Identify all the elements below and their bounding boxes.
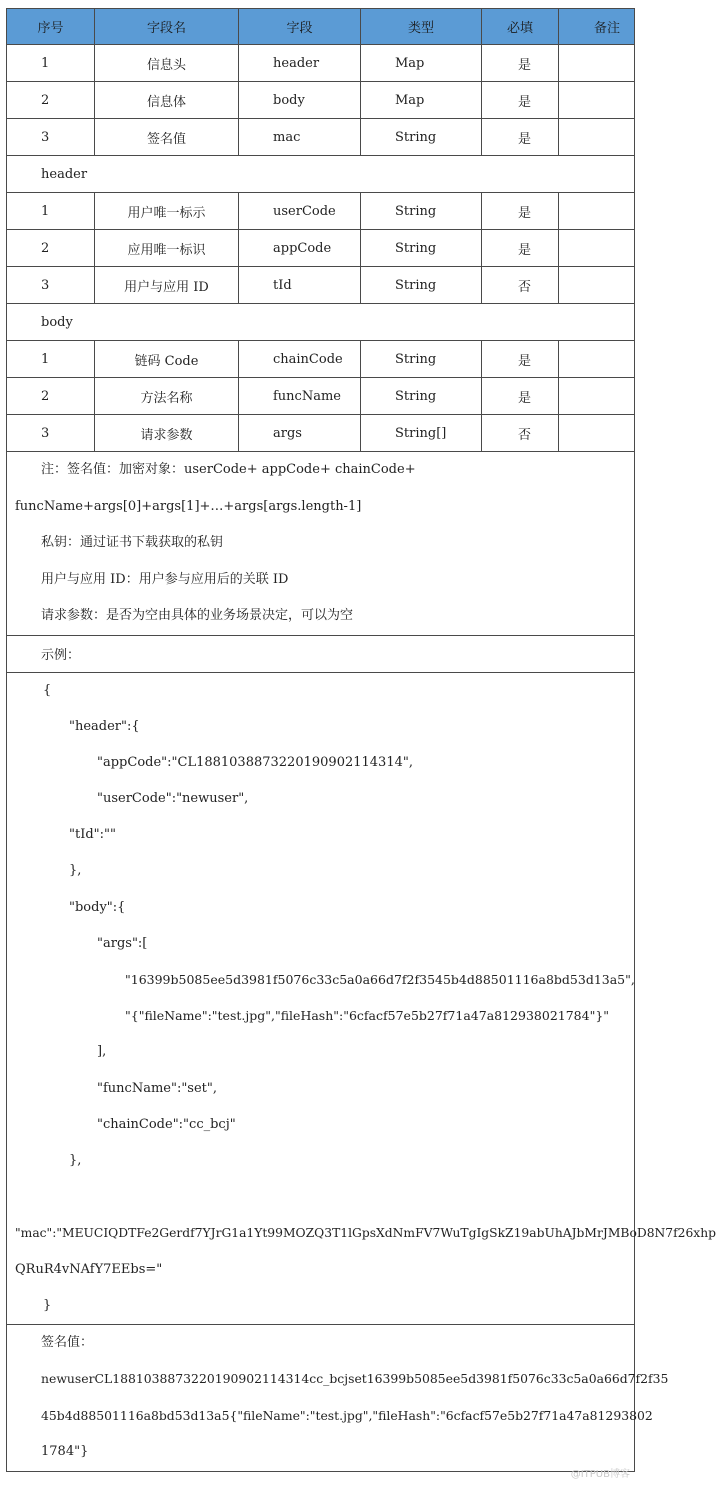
cell-remark — [559, 415, 635, 452]
example-label: 示例： — [7, 635, 635, 672]
code-line: ], — [97, 1044, 107, 1060]
signature-value: 45b4d88501116a8bd53d13a5{"fileName":"test.jpg","fileHash":"6cfacf57e5b27f71a47a81293802 — [41, 1407, 653, 1423]
cell-remark — [559, 193, 635, 230]
cell-required: 是 — [482, 341, 559, 378]
notes-cell — [7, 452, 635, 636]
header-field: 字段 — [239, 9, 361, 45]
cell-type: String — [361, 341, 482, 378]
code-line: }, — [69, 1152, 82, 1168]
cell-field-name: 链码 Code — [95, 341, 239, 378]
note-signature: 注：签名值：加密对象：userCode+ appCode+ chainCode+ — [41, 462, 416, 477]
cell-index: 2 — [7, 82, 95, 119]
table-header-row — [7, 9, 635, 45]
table-row — [7, 267, 635, 304]
signature-label: 签名值： — [41, 1334, 94, 1350]
note-tid: 用户与应用 ID：用户参与应用后的关联 ID — [41, 571, 289, 587]
cell-remark — [559, 82, 635, 119]
cell-type: String — [361, 230, 482, 267]
cell-remark — [559, 378, 635, 415]
code-line: "{"fileName":"test.jpg","fileHash":"6cfacf57e5b27f71a47a812938021784"}" — [125, 1008, 610, 1024]
table-row — [7, 193, 635, 230]
note-private-key: 私钥：通过证书下载获取的私钥 — [41, 535, 224, 550]
cell-remark — [559, 230, 635, 267]
watermark: @ITPUB博客 — [570, 1469, 630, 1480]
code-line: "mac":"MEUCIQDTFe2Gerdf7YJrG1a1Yt99MOZQ3T1lGpsXdNmFV7WuTgIgSkZ19abUhAJbMrJMBoD8N7f26xhp — [15, 1226, 716, 1241]
table-row — [7, 415, 635, 452]
cell-required: 是 — [482, 82, 559, 119]
table-row — [7, 119, 635, 156]
code-line: "appCode":"CL1881038873220190902114314", — [97, 754, 413, 770]
cell-type: Map — [361, 82, 482, 119]
cell-type: String[] — [361, 415, 482, 452]
cell-field-name: 应用唯一标识 — [95, 230, 239, 267]
cell-field-name: 方法名称 — [95, 378, 239, 415]
cell-required: 是 — [482, 119, 559, 156]
section-header-label: header — [7, 156, 635, 193]
cell-index: 2 — [7, 230, 95, 267]
signature-row — [7, 1324, 635, 1471]
header-remark: 备注 — [559, 9, 635, 45]
code-line: "args":[ — [97, 935, 148, 951]
note-signature-cont: funcName+args[0]+args[1]+…+args[args.length-1] — [15, 498, 362, 514]
cell-index: 1 — [7, 193, 95, 230]
table-row — [7, 378, 635, 415]
cell-field: chainCode — [239, 341, 361, 378]
table-row — [7, 45, 635, 82]
cell-field: args — [239, 415, 361, 452]
cell-index: 3 — [7, 119, 95, 156]
cell-field: body — [239, 82, 361, 119]
section-row-header — [7, 156, 635, 193]
note-args: 请求参数：是否为空由具体的业务场景决定，可以为空 — [41, 608, 354, 623]
code-line: "userCode":"newuser", — [97, 791, 249, 807]
cell-field-name: 信息头 — [95, 45, 239, 82]
cell-field-name: 请求参数 — [95, 415, 239, 452]
signature-cell — [7, 1324, 669, 1471]
code-line: "body":{ — [69, 899, 126, 915]
code-line: { — [43, 682, 52, 698]
header-index: 序号 — [7, 9, 95, 45]
cell-field: tId — [239, 267, 361, 304]
cell-required: 否 — [482, 415, 559, 452]
cell-field-name: 用户唯一标示 — [95, 193, 239, 230]
cell-index: 3 — [7, 267, 95, 304]
cell-required: 是 — [482, 230, 559, 267]
cell-type: String — [361, 378, 482, 415]
header-field-name: 字段名 — [95, 9, 239, 45]
code-row — [7, 672, 635, 1324]
signature-value: 1784"} — [41, 1444, 89, 1460]
code-line: "16399b5085ee5d3981f5076c33c5a0a66d7f2f3545b4d88501116a8bd53d13a5", — [125, 972, 635, 987]
cell-type: String — [361, 193, 482, 230]
cell-index: 2 — [7, 378, 95, 415]
code-line: "funcName":"set", — [97, 1080, 218, 1096]
cell-remark — [559, 341, 635, 378]
code-line: "header":{ — [69, 718, 140, 734]
cell-field: mac — [239, 119, 361, 156]
cell-field: userCode — [239, 193, 361, 230]
cell-remark — [559, 267, 635, 304]
cell-required: 否 — [482, 267, 559, 304]
notes-row — [7, 452, 635, 636]
cell-field-name: 签名值 — [95, 119, 239, 156]
code-line: QRuR4vNAfY7EEbs=" — [15, 1261, 163, 1277]
cell-field-name: 信息体 — [95, 82, 239, 119]
code-line-blank — [7, 1179, 634, 1215]
code-line: "chainCode":"cc_bcj" — [97, 1116, 236, 1132]
document — [6, 8, 716, 1472]
header-required: 必填 — [482, 9, 559, 45]
example-label-row — [7, 635, 635, 672]
code-line: }, — [69, 863, 82, 879]
header-type: 类型 — [361, 9, 482, 45]
signature-value: newuserCL1881038873220190902114314cc_bcjset16399b5085ee5d3981f5076c33c5a0a66d7f2f35 — [41, 1371, 669, 1387]
cell-type: Map — [361, 45, 482, 82]
cell-field: appCode — [239, 230, 361, 267]
cell-field: header — [239, 45, 361, 82]
cell-index: 1 — [7, 341, 95, 378]
cell-remark — [559, 119, 635, 156]
code-line: } — [43, 1297, 52, 1313]
section-row-body — [7, 304, 635, 341]
cell-remark — [559, 45, 635, 82]
cell-field-name: 用户与应用 ID — [95, 267, 239, 304]
cell-field: funcName — [239, 378, 361, 415]
cell-index: 1 — [7, 45, 95, 82]
cell-required: 是 — [482, 45, 559, 82]
table-row — [7, 341, 635, 378]
code-cell — [7, 672, 716, 1324]
field-table — [6, 8, 716, 1472]
section-body-label: body — [7, 304, 635, 341]
table-row — [7, 82, 635, 119]
code-line: "tId":"" — [69, 827, 116, 843]
cell-index: 3 — [7, 415, 95, 452]
cell-required: 是 — [482, 193, 559, 230]
table-row — [7, 230, 635, 267]
cell-type: String — [361, 267, 482, 304]
cell-required: 是 — [482, 378, 559, 415]
cell-type: String — [361, 119, 482, 156]
